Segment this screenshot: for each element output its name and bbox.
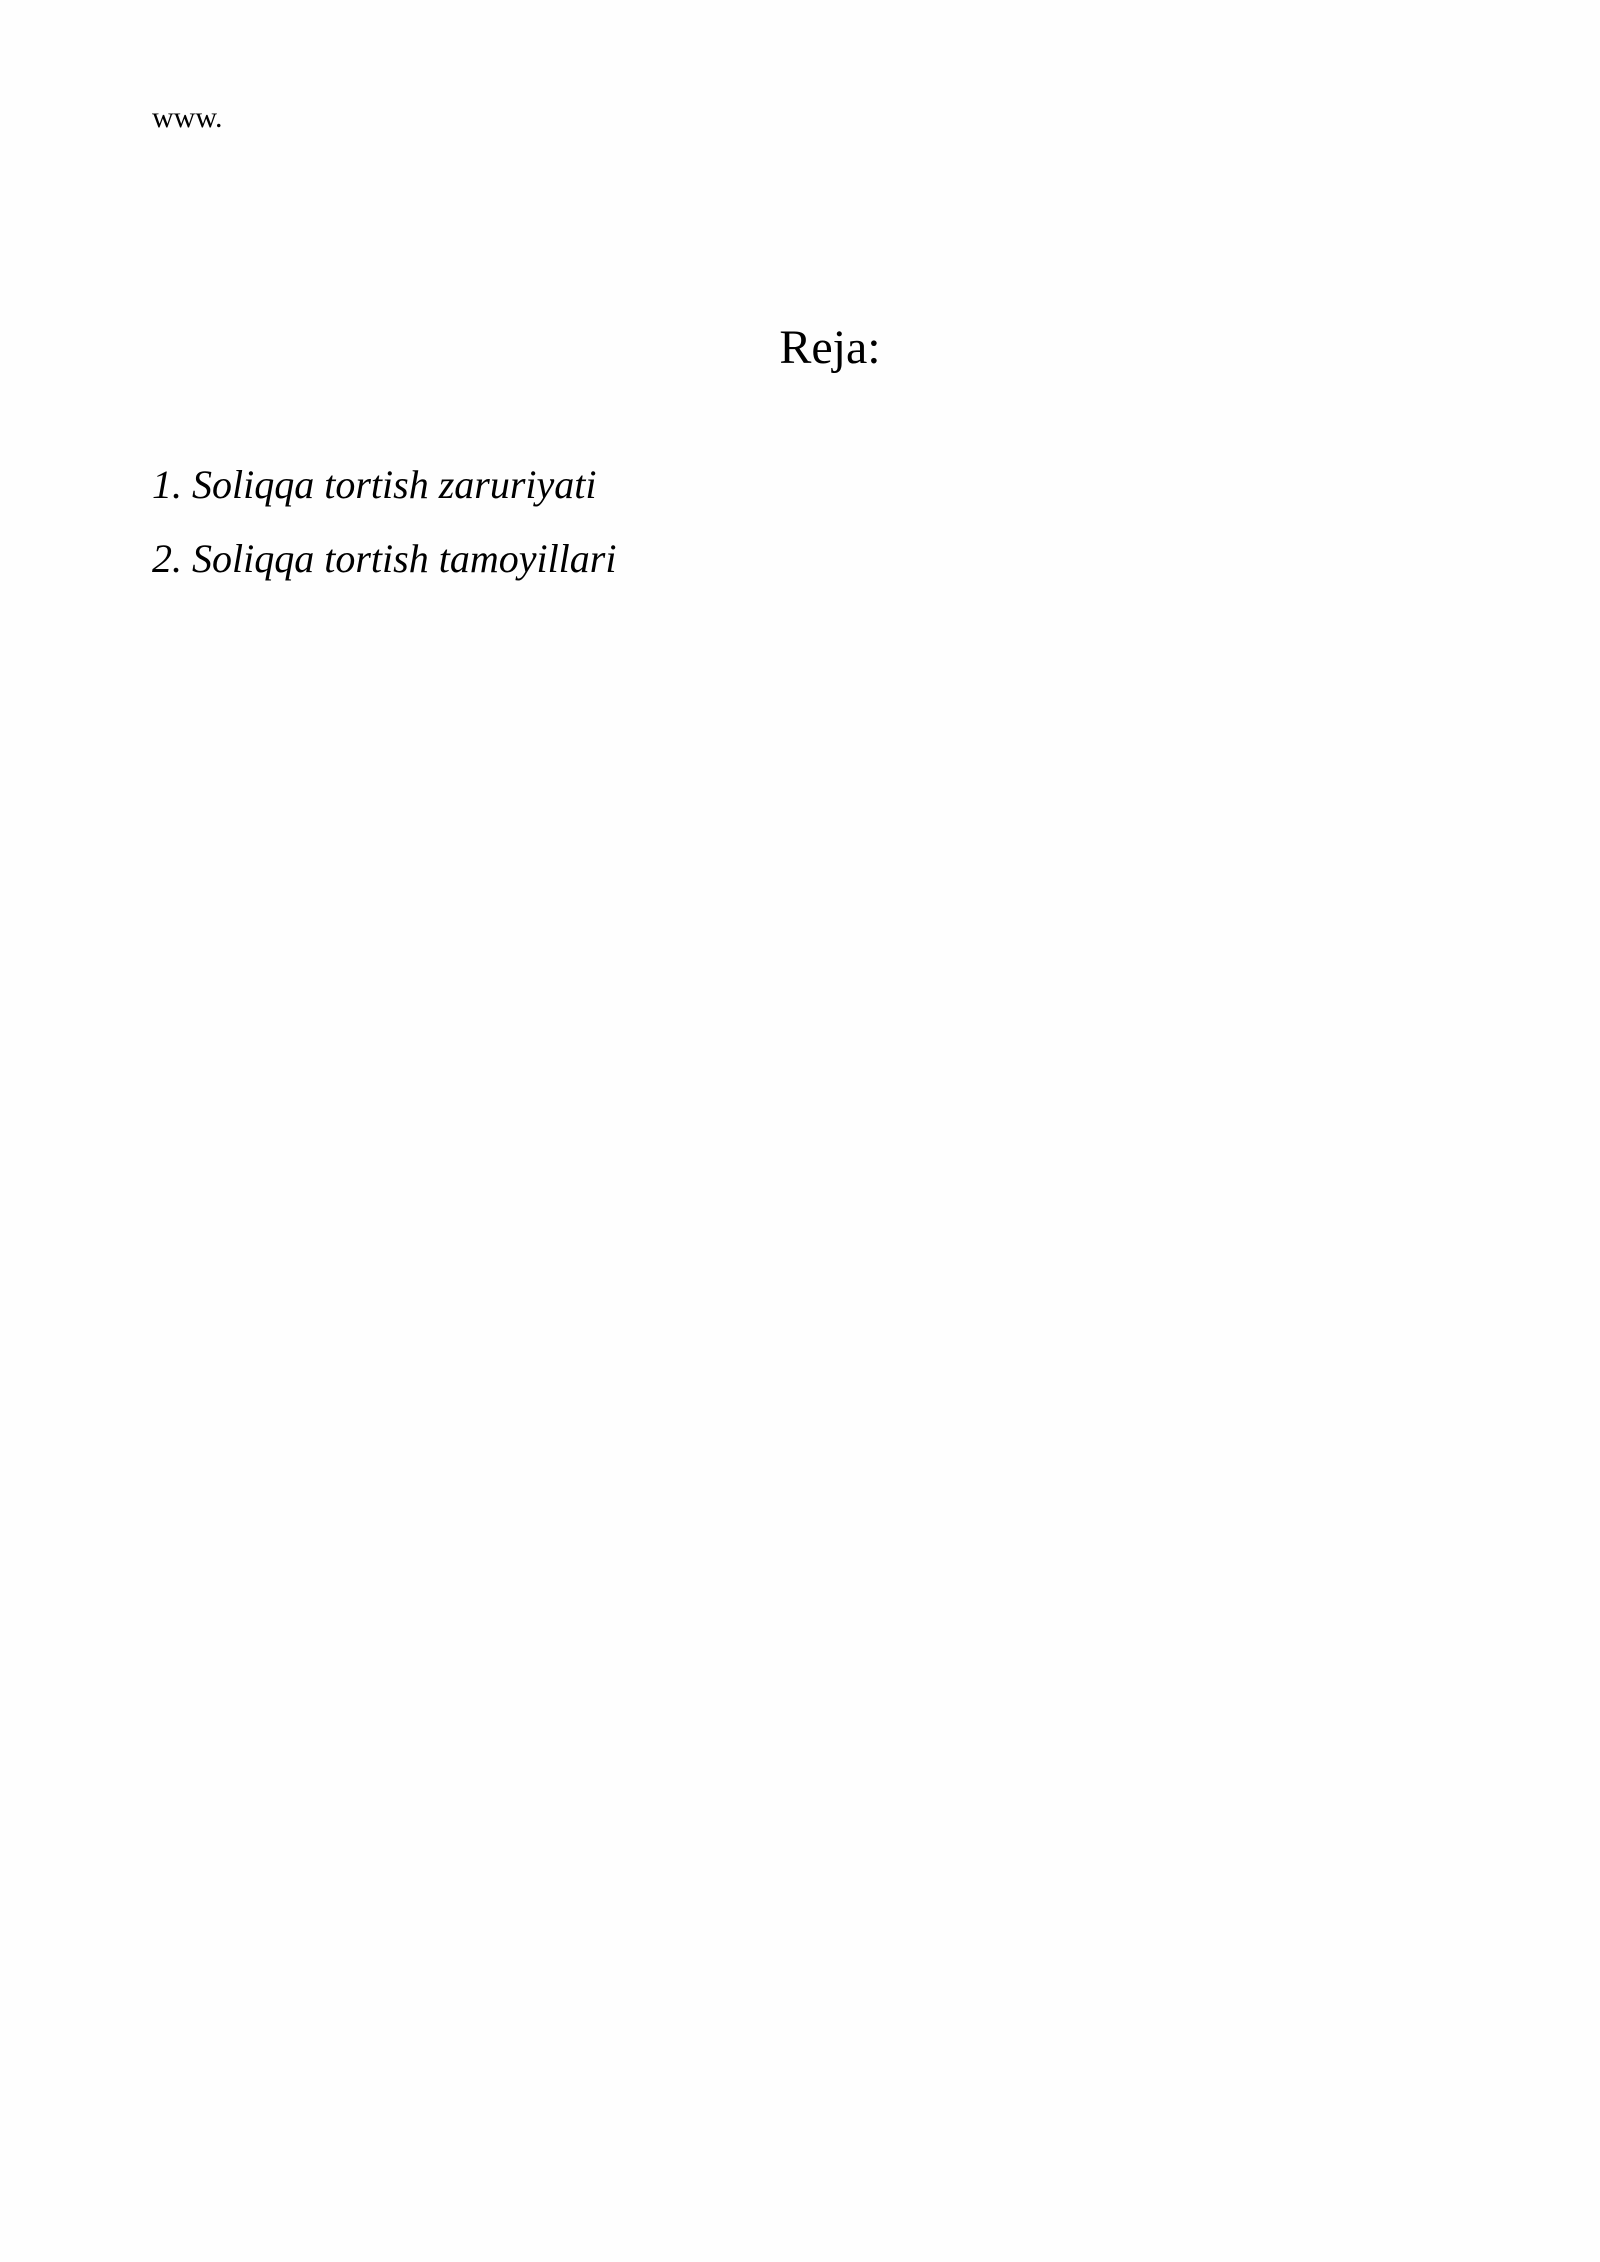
plan-item-1: 1. Soliqqa tortish zaruriyati — [152, 462, 597, 507]
plan-list — [152, 460, 616, 608]
plan-title: Reja: — [779, 321, 881, 374]
header-url-text: www. — [152, 101, 223, 134]
plan-item-2: 2. Soliqqa tortish tamoyillari — [152, 536, 617, 581]
